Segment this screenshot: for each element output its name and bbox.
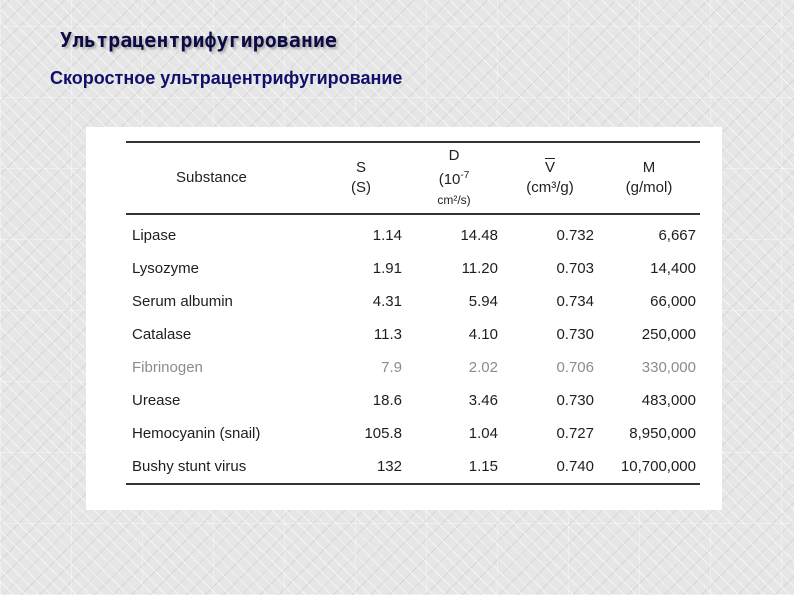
cell-substance: Serum albumin	[132, 293, 233, 310]
cell-m: 66,000	[650, 293, 696, 310]
cell-m: 10,700,000	[598, 450, 700, 484]
header-d-unit-line1	[407, 166, 501, 190]
table-panel	[86, 127, 722, 510]
cell-substance: Lysozyme	[132, 260, 199, 277]
header-m	[598, 142, 700, 214]
header-s-symbol: S	[355, 159, 366, 176]
cell-m: 330,000	[641, 359, 696, 376]
cell-substance: Lipase	[132, 227, 177, 244]
cell-d: 2.02	[468, 359, 498, 376]
table-row	[126, 351, 700, 384]
cell-s: 1.14	[372, 227, 402, 244]
header-d-unit-line2: cm²/s)	[437, 193, 471, 207]
cell-d: 4.10	[468, 326, 498, 343]
cell-substance: Fibrinogen	[132, 359, 203, 376]
header-d-symbol: D	[448, 147, 460, 164]
cell-m: 14,400	[650, 260, 696, 277]
cell-s: 105.8	[364, 425, 402, 442]
cell-v: 0.730	[556, 392, 594, 409]
cell-substance: Bushy stunt virus	[126, 450, 316, 484]
header-m-unit: (g/mol)	[625, 179, 673, 196]
table-row	[126, 214, 700, 252]
table-row	[126, 450, 700, 484]
cell-s: 11.3	[373, 326, 402, 343]
cell-v: 0.734	[556, 293, 594, 310]
cell-d: 3.46	[468, 392, 498, 409]
cell-substance: Urease	[132, 392, 181, 409]
table-row	[126, 318, 700, 351]
table-row	[126, 252, 700, 285]
cell-s: 132	[316, 450, 406, 484]
cell-substance: Catalase	[132, 326, 192, 343]
header-substance: Substance	[126, 142, 316, 214]
cell-d: 11.20	[461, 260, 498, 277]
header-v-symbol: $\overline{V}$	[544, 159, 555, 176]
table-row	[126, 285, 700, 318]
cell-v: 0.706	[556, 359, 594, 376]
cell-d: 1.15	[406, 450, 502, 484]
cell-v: 0.730	[556, 326, 594, 343]
header-m-symbol: M	[642, 159, 656, 176]
cell-d: 1.04	[468, 425, 498, 442]
cell-s: 1.91	[372, 260, 402, 277]
cell-m: 483,000	[641, 392, 696, 409]
cell-s: 18.6	[372, 392, 402, 409]
sedimentation-table	[126, 141, 700, 485]
header-v	[502, 142, 598, 214]
header-d-unit-base: (10	[438, 171, 461, 188]
header-s-unit: (S)	[351, 179, 371, 196]
cell-v: 0.727	[556, 425, 594, 442]
table-row	[126, 384, 700, 417]
cell-m: 250,000	[641, 326, 696, 343]
cell-m: 6,667	[658, 227, 696, 244]
cell-m: 8,950,000	[629, 425, 696, 442]
table-header-row	[126, 142, 700, 214]
header-v-unit: (cm³/g)	[526, 179, 574, 196]
cell-v: 0.740	[502, 450, 598, 484]
cell-d: 5.94	[468, 293, 498, 310]
cell-s: 4.31	[372, 293, 402, 310]
cell-d: 14.48	[460, 227, 498, 244]
cell-substance: Hemocyanin (snail)	[132, 425, 261, 442]
cell-v: 0.703	[556, 260, 594, 277]
table-row	[126, 417, 700, 450]
cell-s: 7.9	[381, 359, 402, 376]
cell-v: 0.732	[556, 227, 594, 244]
slide-title: Ультрацентрифугирование	[60, 28, 337, 52]
header-d-unit-exp: -7	[460, 170, 470, 181]
slide-subtitle: Скоростное ультрацентрифугирование	[50, 68, 403, 88]
header-d	[406, 142, 502, 214]
header-s	[316, 142, 406, 214]
